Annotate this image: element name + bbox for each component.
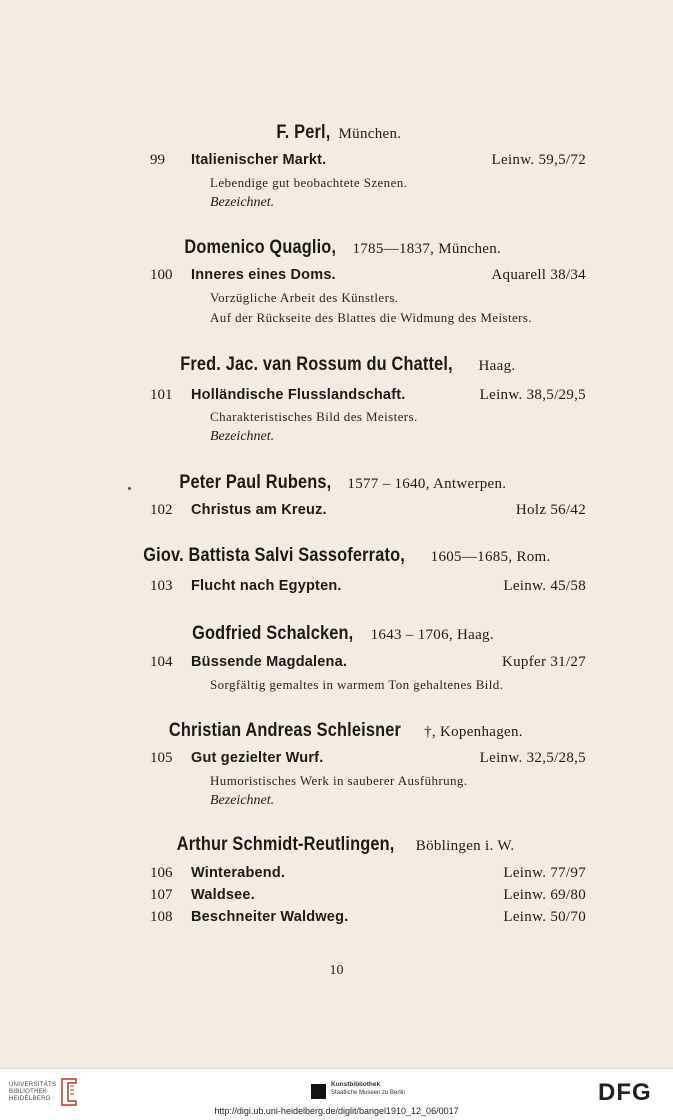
artist-heading — [0, 545, 673, 567]
entry-description: Lebendige gut beobachtete Szenen. — [210, 175, 408, 190]
entry-title: Gut gezielter Wurf. — [191, 750, 324, 766]
university-seal-icon — [58, 1077, 80, 1107]
entry-number: 100 — [150, 267, 173, 283]
entry-title: Winterabend. — [191, 865, 286, 881]
artist-name: Giov. Battista Salvi Sassoferrato, — [143, 545, 406, 566]
artist-info: †, Kopenhagen. — [424, 724, 523, 740]
catalog-entry — [0, 578, 673, 598]
page-number: 10 — [329, 963, 344, 978]
entry-medium: Leinw. 38,5/29,5 — [479, 387, 586, 403]
dfg-logo: DFG — [598, 1079, 652, 1106]
artist-info: 1643 – 1706, Haag. — [370, 627, 494, 643]
catalog-entry — [0, 502, 673, 522]
signed-note: Bezeichnet. — [210, 793, 275, 808]
kb-subtitle: Staatliche Museen zu Berlin — [331, 1090, 406, 1096]
permalink-url[interactable]: http://digi.ub.uni-heidelberg.de/diglit/bangel1910_12_06/0017 — [214, 1106, 459, 1116]
catalog-entry — [0, 152, 673, 172]
catalog-entry — [0, 909, 673, 929]
entry-description: Vorzügliche Arbeit des Künstlers. — [210, 290, 399, 305]
artist-info: 1785—1837, München. — [352, 241, 502, 257]
catalog-entry — [0, 865, 673, 885]
artist-name: F. Perl, — [276, 122, 331, 143]
entry-description: Auf der Rückseite des Blattes die Widmung des Meisters. — [210, 310, 532, 325]
entry-description: Sorgfältig gemaltes in warmem Ton gehaltenes Bild. — [210, 677, 504, 692]
entry-medium: Leinw. 59,5/72 — [491, 152, 586, 168]
entry-medium: Kupfer 31/27 — [502, 654, 586, 670]
entry-title: Inneres eines Doms. — [191, 267, 336, 283]
artist-info: 1577 – 1640, Antwerpen. — [347, 476, 507, 492]
entry-title: Italienischer Markt. — [191, 152, 327, 168]
entry-number: 101 — [150, 387, 173, 403]
entry-number: 103 — [150, 578, 173, 594]
entry-medium: Leinw. 69/80 — [503, 887, 586, 903]
artist-heading — [0, 834, 673, 856]
entry-medium: Leinw. 50/70 — [503, 909, 586, 925]
university-line: BIBLIOTHEK — [9, 1089, 48, 1095]
signed-note: Bezeichnet. — [210, 195, 275, 210]
artist-info: Haag. — [478, 358, 516, 374]
catalog-entry — [0, 267, 673, 287]
entry-description: Humoristisches Werk in sauberer Ausführung. — [210, 773, 468, 788]
catalog-entry — [0, 387, 673, 407]
kunstbibliothek-wordmark — [331, 1081, 405, 1097]
university-line: UNIVERSITÄTS — [9, 1082, 57, 1088]
kunstbibliothek-logo-icon — [311, 1084, 326, 1099]
artist-info: Böblingen i. W. — [415, 838, 515, 854]
entry-number: 104 — [150, 654, 173, 670]
entry-number: 107 — [150, 887, 173, 903]
artist-heading — [0, 237, 673, 259]
artist-name: Fred. Jac. van Rossum du Chattel, — [179, 354, 453, 375]
entry-title: Beschneiter Waldweg. — [191, 909, 349, 925]
entry-title: Flucht nach Egypten. — [191, 578, 342, 594]
entry-title: Waldsee. — [191, 887, 255, 903]
kb-title: Kunstbibliothek — [331, 1081, 381, 1088]
entry-number: 106 — [150, 865, 173, 881]
entry-title: Holländische Flusslandschaft. — [191, 387, 406, 403]
artist-name: Domenico Quaglio, — [184, 237, 337, 258]
entry-medium: Leinw. 32,5/28,5 — [479, 750, 586, 766]
catalog-entry — [0, 750, 673, 770]
artist-heading — [0, 720, 673, 742]
entry-number: 102 — [150, 502, 173, 518]
entry-title: Christus am Kreuz. — [191, 502, 327, 518]
catalog-entry — [0, 654, 673, 674]
artist-name: Peter Paul Rubens, — [178, 472, 332, 493]
artist-heading — [0, 354, 673, 376]
artist-heading — [0, 623, 673, 645]
entry-medium: Leinw. 45/58 — [503, 578, 586, 594]
signed-note: Bezeichnet. — [210, 429, 275, 444]
catalog-entry — [0, 887, 673, 907]
entry-medium: Holz 56/42 — [515, 502, 586, 518]
artist-info: München. — [338, 126, 402, 142]
entry-number: 105 — [150, 750, 173, 766]
entry-description: Charakteristisches Bild des Meisters. — [210, 409, 418, 424]
university-line: HEIDELBERG — [9, 1096, 51, 1102]
entry-medium: Leinw. 77/97 — [503, 865, 586, 881]
entry-title: Büssende Magdalena. — [191, 654, 348, 670]
artist-heading — [0, 472, 673, 494]
university-library-wordmark — [9, 1082, 56, 1103]
artist-info: 1605—1685, Rom. — [430, 549, 551, 565]
footer-bar — [0, 1068, 673, 1120]
entry-medium: Aquarell 38/34 — [491, 267, 586, 283]
entry-number: 108 — [150, 909, 173, 925]
artist-name: Arthur Schmidt-Reutlingen, — [176, 834, 395, 855]
artist-heading — [0, 122, 673, 144]
artist-name: Godfried Schalcken, — [192, 623, 354, 644]
artist-name: Christian Andreas Schleisner — [169, 720, 402, 741]
paper-speck — [128, 487, 131, 490]
entry-number: 99 — [150, 152, 165, 168]
